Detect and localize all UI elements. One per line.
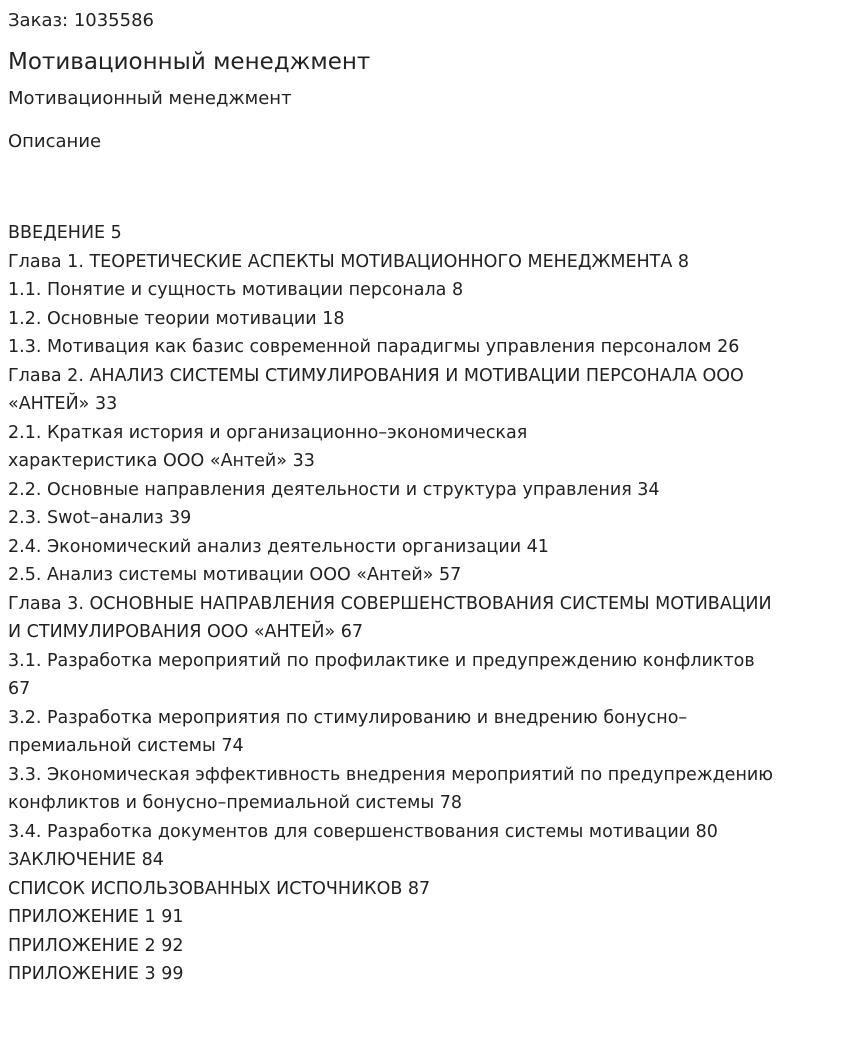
toc-line: ПРИЛОЖЕНИЕ 2 92 — [8, 935, 184, 956]
order-number: Заказ: 1035586 — [8, 10, 154, 31]
toc-line: Глава 2. АНАЛИЗ СИСТЕМЫ СТИМУЛИРОВАНИЯ И МОТИВАЦИИ ПЕРСОНАЛА ООО — [8, 365, 744, 386]
toc-line: премиальной системы 74 — [8, 736, 244, 756]
toc-line: 2.5. Анализ системы мотивации ООО «Антей» 57 — [8, 565, 462, 585]
toc-line: Глава 3. ОСНОВНЫЕ НАПРАВЛЕНИЯ СОВЕРШЕНСТВОВАНИЯ СИСТЕМЫ МОТИВАЦИИ — [8, 593, 772, 614]
toc-line: конфликтов и бонусно–премиальной системы 78 — [8, 793, 462, 813]
toc-line: 67 — [8, 679, 31, 699]
toc-line: 1.3. Мотивация как базис современной парадигмы управления персоналом 26 — [8, 337, 740, 357]
toc-line: 2.3. Swot–анализ 39 — [8, 508, 192, 528]
toc-line: ПРИЛОЖЕНИЕ 1 91 — [8, 907, 184, 927]
toc-line: 1.1. Понятие и сущность мотивации персонала 8 — [8, 280, 464, 300]
toc-line: Глава 1. ТЕОРЕТИЧЕСКИЕ АСПЕКТЫ МОТИВАЦИОННОГО МЕНЕДЖМЕНТА 8 — [8, 251, 690, 272]
toc-line: 3.1. Разработка мероприятий по профилактике и предупреждению конфликтов — [8, 650, 755, 671]
page-title: Мотивационный менеджмент — [8, 49, 371, 75]
toc-line: ВВЕДЕНИЕ 5 — [8, 223, 122, 243]
toc-line: ПРИЛОЖЕНИЕ 3 99 — [8, 964, 184, 984]
toc-line: И СТИМУЛИРОВАНИЯ ООО «АНТЕЙ» 67 — [8, 622, 364, 642]
toc-line: 3.4. Разработка документов для совершенствования системы мотивации 80 — [8, 821, 718, 842]
table-of-contents — [8, 219, 844, 989]
toc-line: 2.1. Краткая история и организационно–экономическая — [8, 422, 528, 443]
toc-line: характеристика ООО «Антей» 33 — [8, 451, 315, 471]
toc-line: 3.2. Разработка мероприятия по стимулированию и внедрению бонусно– — [8, 707, 688, 728]
toc-line: СПИСОК ИСПОЛЬЗОВАННЫХ ИСТОЧНИКОВ 87 — [8, 878, 431, 899]
toc-line: 3.3. Экономическая эффективность внедрения мероприятий по предупреждению — [8, 764, 773, 785]
toc-line: 2.2. Основные направления деятельности и структура управления 34 — [8, 479, 660, 500]
toc-line: ЗАКЛЮЧЕНИЕ 84 — [8, 850, 164, 870]
toc-line: 1.2. Основные теории мотивации 18 — [8, 308, 345, 329]
description-label: Описание — [8, 131, 102, 152]
toc-line: 2.4. Экономический анализ деятельности организации 41 — [8, 536, 549, 557]
toc-line: «АНТЕЙ» 33 — [8, 394, 118, 414]
page-subtitle: Мотивационный менеджмент — [8, 88, 292, 109]
